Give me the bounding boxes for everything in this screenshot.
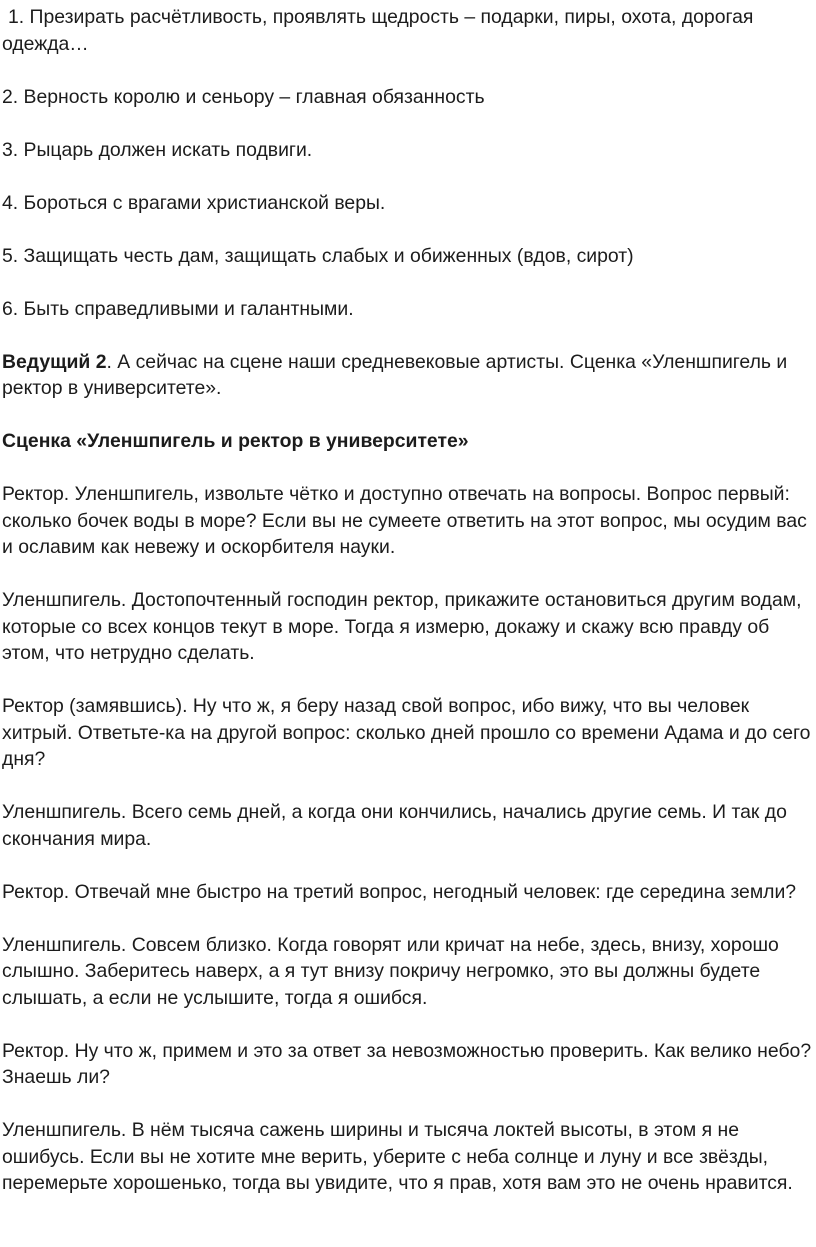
dialogue-line: Уленшпигель. Всего семь дней, а когда они кончились, начались другие семь. И так до скончания мира. [2, 801, 787, 850]
host-paragraph [2, 349, 814, 402]
host-speaker: Ведущий 2 [2, 350, 107, 373]
dialogue-line: Ректор. Отвечай мне быстро на третий вопрос, негодный человек: где середина земли? [2, 880, 797, 903]
list-item: 2. Верность королю и сеньору – главная обязанность [2, 85, 485, 108]
scene-title: Сценка «Уленшпигель и ректор в университете» [2, 430, 469, 452]
host-text: . А сейчас на сцене наши средневековые артисты. Сценка «Уленшпигель и ректор в университете». [2, 350, 788, 399]
list-item: 6. Быть справедливыми и галантными. [2, 297, 354, 320]
document-page [2, 4, 814, 1223]
list-item: 3. Рыцарь должен искать подвиги. [2, 138, 313, 161]
dialogue-line: Уленшпигель. Совсем близко. Когда говорят или кричат на небе, здесь, внизу, хорошо слышно. Заберитесь наверх, а я тут внизу покричу негромко, это вы должны будете слышать, а если не услышите, тогда я ошибся. [2, 933, 779, 1009]
dialogue-line: Уленшпигель. Достопочтенный господин ректор, прикажите остановиться другим водам, которые со всех концов текут в море. Тогда я измерю, докажу и скажу всю правду об этом, что нетрудно сделать. [2, 589, 802, 664]
list-item: 1. Презирать расчётливость, проявлять щедрость – подарки, пиры, охота, дорогая одежда… [2, 6, 754, 55]
dialogue-line: Ректор. Уленшпигель, извольте чётко и доступно отвечать на вопросы. Вопрос первый: сколько бочек воды в море? Если вы не сумеете ответить на этот вопрос, мы осудим вас и ославим как невежу и оскорбителя науки. [2, 483, 807, 558]
dialogue-line: Ректор (замявшись). Ну что ж, я беру назад свой вопрос, ибо вижу, что вы человек хитрый. Ответьте-ка на другой вопрос: сколько дней прошло со времени Адама и до сего дня? [2, 695, 811, 770]
list-item: 5. Защищать честь дам, защищать слабых и обиженных (вдов, сирот) [2, 244, 634, 267]
list-item: 4. Бороться с врагами христианской веры. [2, 191, 386, 214]
dialogue-line: Уленшпигель. В нём тысяча сажень ширины и тысяча локтей высоты, в этом я не ошибусь. Если вы не хотите мне верить, уберите с неба солнце и луну и все звёзды, перемерьте хорошенько, тогда вы увидите, что я прав, хотя вам это не очень нравится. [2, 1119, 793, 1194]
dialogue-line: Ректор. Ну что ж, примем и это за ответ за невозможностью проверить. Как велико небо? Знаешь ли? [2, 1039, 812, 1088]
